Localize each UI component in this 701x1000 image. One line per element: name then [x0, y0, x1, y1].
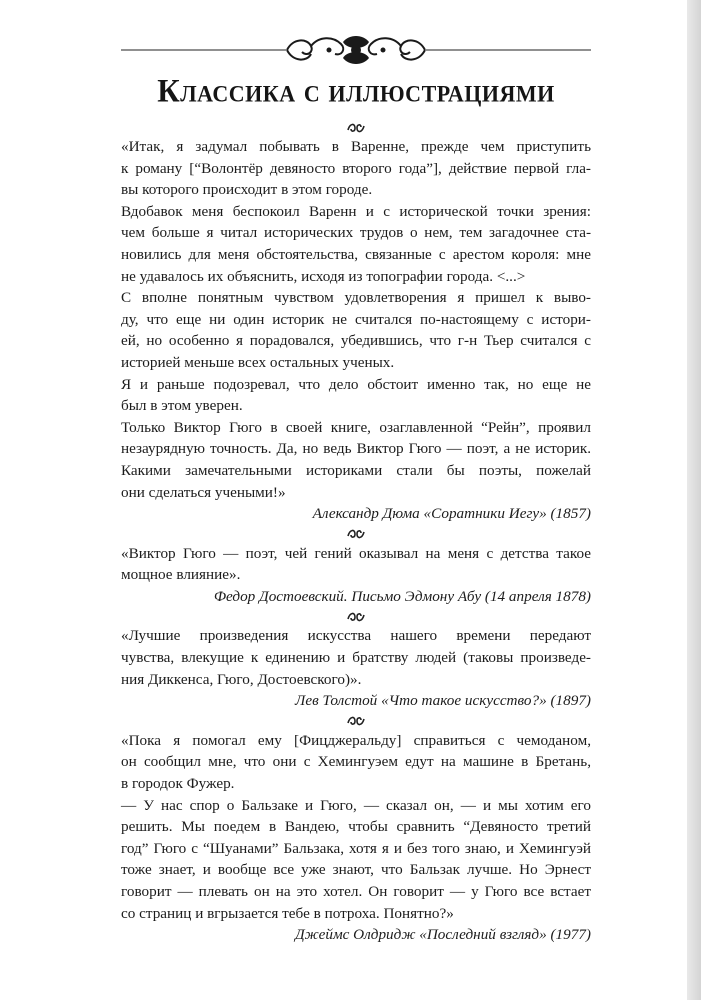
- text-line: ния Диккенса, Гюго, Достоевского)».: [121, 670, 362, 688]
- text-line: «Виктор Гюго — поэт, чей гений оказывал на меня с детства такое: [121, 544, 591, 562]
- text-line: год” Гюго с “Шуанами” Бальзака, хотя я и без того знаю, и Хемингуэй: [121, 839, 591, 857]
- text-line: Я и раньше подозревал, что дело обстоит именно так, но еще не: [121, 375, 591, 393]
- attribution-dostoevsky: Федор Достоевский. Письмо Эдмону Абу (14 апреля 1878): [213, 587, 591, 605]
- text-line: к роману [“Волонтёр девяносто второго года”], действие первой гла-: [121, 159, 591, 177]
- attribution-aldridge: Джеймс Олдридж «Последний взгляд» (1977): [295, 926, 591, 944]
- quote-section-dostoevsky: [121, 543, 591, 608]
- text-line: вы которого происходит в этом городе.: [121, 181, 373, 199]
- text-line: «Пока я помогал ему [Фицджеральду] справиться с чемоданом,: [121, 731, 591, 749]
- page-title: Классика с иллюстрациями: [157, 72, 555, 109]
- text-line: «Итак, я задумал побывать в Варенне, прежде чем приступить: [121, 138, 591, 155]
- text-line: чем больше я читал исторических трудов о нем, тем загадочнее ста-: [121, 224, 591, 242]
- attribution-tolstoy: Лев Толстой «Что такое искусство?» (1897): [295, 692, 591, 710]
- page-edge-shadow: [687, 0, 701, 1000]
- text-line: мощное влияние».: [121, 566, 241, 584]
- text-line: тоже знает, и вообще все уже знают, что Бальзак лучше. Но Эрнест: [121, 861, 591, 879]
- text-line: историей меньше всех остальных ученых.: [121, 353, 395, 371]
- fleuron-icon: [121, 118, 591, 136]
- attribution-dumas: Александр Дюма «Соратники Иегу» (1857): [312, 505, 591, 523]
- text-line: в городок Фужер.: [121, 775, 235, 793]
- text-line: С вполне понятным чувством удовлетворения я пришел к выво-: [121, 289, 591, 307]
- fleuron-icon: [121, 712, 591, 730]
- text-line: был в этом уверен.: [121, 397, 243, 415]
- text-line: они сделаться учеными!»: [121, 483, 286, 501]
- text-line: ей, но особенно я порадовался, убедившись, что г-н Тьер считался с: [121, 332, 591, 350]
- quote-section-aldridge: [121, 730, 591, 946]
- text-line: Вдобавок меня беспокоил Варенн и с исторической точки зрения:: [121, 202, 591, 220]
- text-line: новились для меня обстоятельства, связанные с арестом короля: мне: [121, 245, 591, 263]
- text-line: — У нас спор о Бальзаке и Гюго, — сказал он, — и мы хотим его: [121, 796, 591, 814]
- scroll-ornament-icon: [121, 30, 591, 70]
- quote-section-dumas: [121, 136, 591, 525]
- text-line: чувства, влекущие к единению и братству людей (таковы произведе-: [121, 649, 591, 667]
- text-line: ду, что еще ни один историк не считался по-настоящему с истори-: [121, 310, 591, 328]
- fleuron-icon: [121, 607, 591, 625]
- quotes-body: [121, 118, 591, 946]
- text-line: решить. Мы поедем в Вандею, чтобы сравнить “Девяносто третий: [121, 818, 591, 836]
- fleuron-icon: [121, 525, 591, 543]
- text-line: незаурядную точность. Да, но ведь Виктор Гюго — поэт, а не историк.: [121, 440, 591, 458]
- text-line: не удавалось их объяснить, исходя из топографии города. <...>: [121, 267, 526, 285]
- text-line: Какими замечательными историками стали бы поэты, пожелай: [121, 461, 591, 479]
- text-line: со страниц и вгрызается тебе в потроха. Понятно?»: [121, 904, 454, 922]
- text-line: Только Виктор Гюго в своей книге, озаглавленной “Рейн”, проявил: [121, 418, 591, 436]
- quote-section-tolstoy: [121, 625, 591, 711]
- text-line: он сообщил мне, что они с Хемингуэем едут на машине в Бретань,: [121, 753, 591, 771]
- text-line: говорит — плевать он на это хотел. Он говорит — у Гюго все встает: [121, 883, 591, 900]
- text-line: «Лучшие произведения искусства нашего времени передают: [121, 627, 591, 645]
